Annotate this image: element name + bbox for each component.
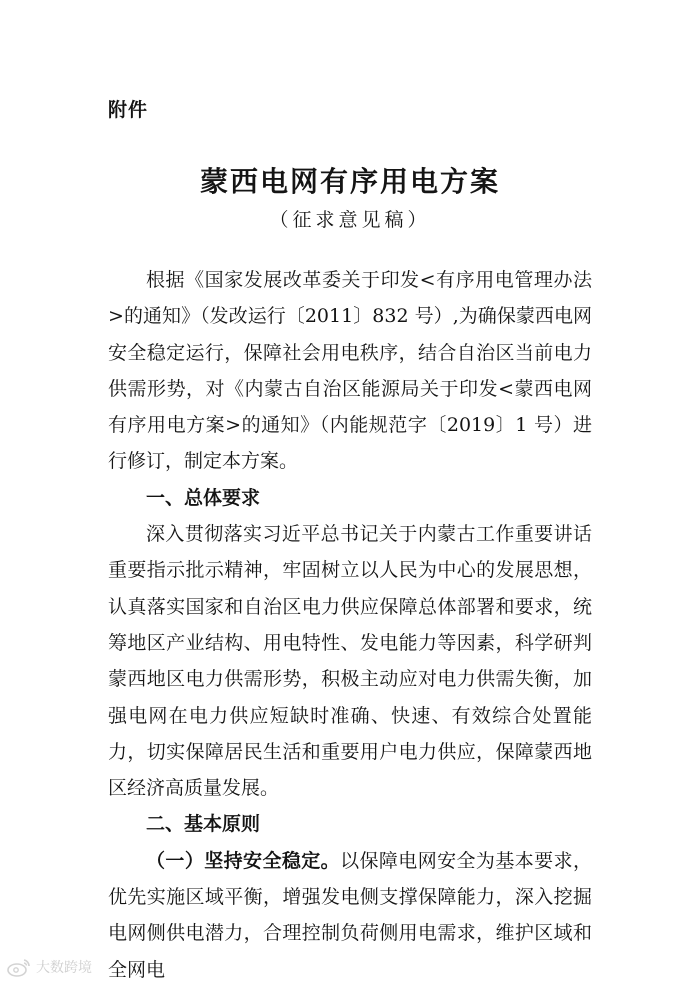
general-requirements-paragraph: 深入贯彻落实习近平总书记关于内蒙古工作重要讲话重要指示批示精神，牢固树立以人民为中心的发展思想，认真落实国家和自治区电力供应保障总体部署和要求，统筹地区产业结构、用电特性、发电能力等因素，科学研判蒙西地区电力供需形势，积极主动应对电力供需失衡，加强电网在电力供应短缺时准确、快速、有效综合处置能力，切实保障居民生活和重要用户电力供应，保障蒙西地区经济高质量发展。 <box>108 523 592 800</box>
attachment-label: 附件 <box>108 99 149 121</box>
weibo-logo-icon <box>6 956 32 978</box>
intro-paragraph: 根据《国家发展改革委关于印发<有序用电管理办法>的通知》（发改运行〔2011〕832 号）,为确保蒙西电网安全稳定运行，保障社会用电秩序，结合自治区当前电力供需形势，对《内蒙古自治区能源局关于印发<蒙西电网有序用电方案>的通知》（内能规范字〔2019〕1 号）进行修订，制定本方案。 <box>108 269 592 473</box>
section-heading-general: 一、总体要求 <box>146 486 261 509</box>
watermark <box>6 956 92 978</box>
section-heading-principles: 二、基本原则 <box>146 813 261 836</box>
document-body <box>108 262 592 988</box>
principle-paragraph <box>108 843 592 988</box>
document-subtitle: （征求意见稿） <box>269 209 431 231</box>
watermark-text: 大数跨境 <box>36 960 92 976</box>
principle-lead: （一）坚持安全稳定。 <box>146 849 341 872</box>
document-title: 蒙西电网有序用电方案 <box>199 165 500 198</box>
principle-text: 以保障电网安全为基本要求，优先实施区域平衡，增强发电侧支撑保障能力，深入挖掘电网侧供电潜力，合理控制负荷侧用电需求，维护区域和全网电 <box>108 849 592 981</box>
